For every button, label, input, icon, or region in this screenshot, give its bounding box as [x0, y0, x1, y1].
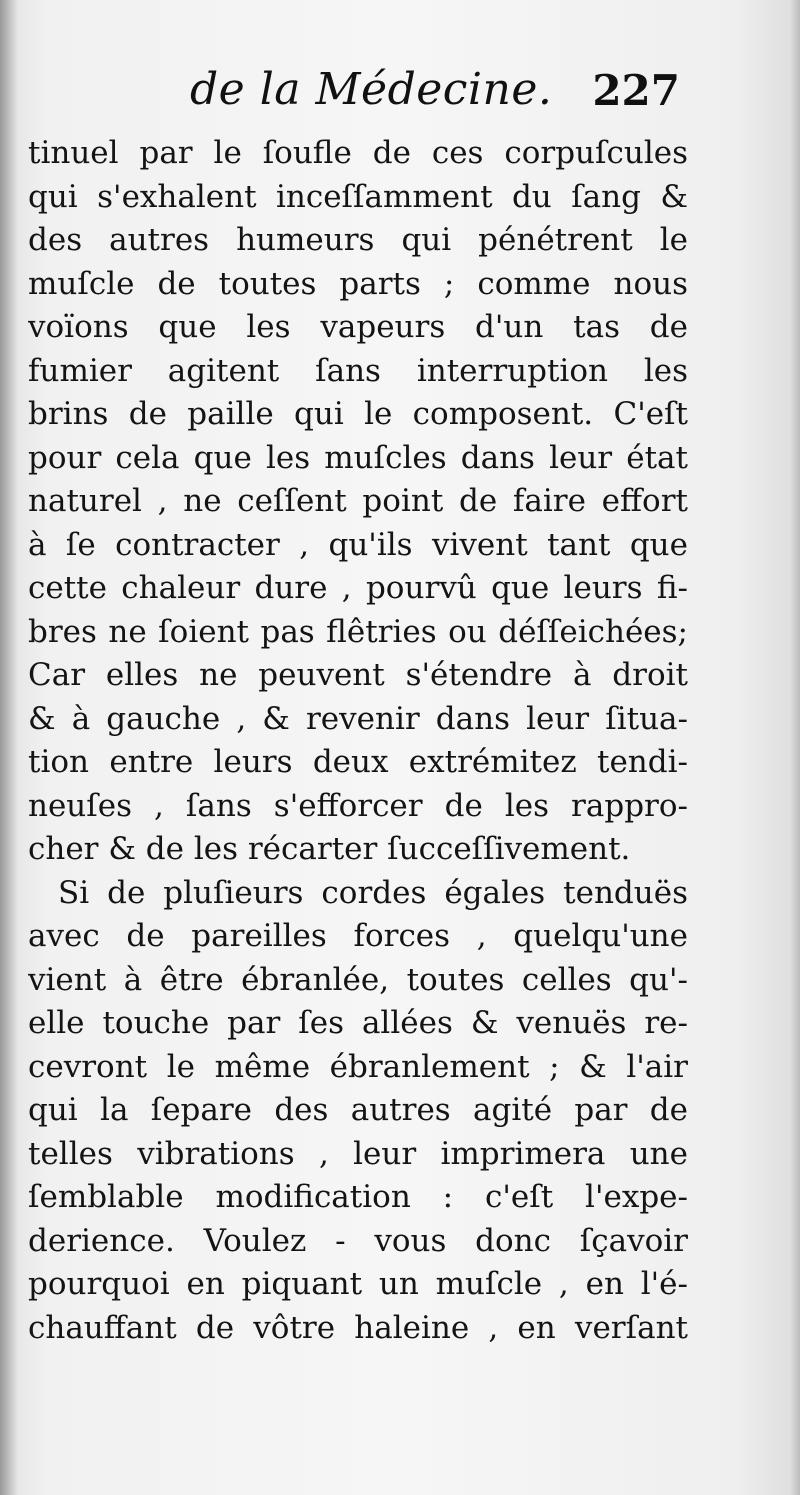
text-line: derience. Voulez - vous donc ſçavoir: [28, 1222, 688, 1259]
text-line: naturel , ne ceſſent point de faire effort: [28, 483, 688, 519]
text-line: chauffant de vôtre haleine , en verſant: [28, 1309, 688, 1346]
text-line: & à gauche , & revenir dans leur ſitua-: [28, 700, 688, 737]
text-line: telles vibrations , leur imprimera une: [28, 1135, 688, 1172]
paragraph-end-line: cher & de les récarter ſucceſſivement.: [28, 831, 631, 867]
page-number: 227: [592, 66, 680, 115]
running-title: de la Médecine.: [190, 64, 553, 115]
paragraph-start-line: Si de pluſieurs cordes égales tenduës: [58, 874, 688, 911]
text-line: neuſes , ſans s'efforcer de les rappro-: [28, 787, 688, 824]
text-line: elle touche par ſes allées & venuës re-: [28, 1005, 688, 1041]
body-text: [28, 132, 688, 1350]
text-line: à ſe contracter , qu'ils vivent tant que: [28, 526, 688, 563]
text-line: tinuel par le ſoufle de ces corpuſcules: [28, 135, 688, 171]
text-line: fumier agitent ſans interruption les: [28, 352, 688, 389]
text-line: pourquoi en piquant un muſcle , en l'é-: [28, 1266, 688, 1302]
text-line: tion entre leurs deux extrémitez tendi-: [28, 744, 688, 780]
text-line: ſemblable modification : c'eſt l'expe-: [28, 1179, 688, 1215]
running-head: [190, 64, 680, 124]
text-line: avec de pareilles forces , quelqu'une: [28, 918, 688, 954]
text-line: vient à être ébranlée, toutes celles qu'-: [28, 961, 688, 998]
text-line: voïons que les vapeurs d'un tas de: [28, 309, 688, 345]
text-line: des autres humeurs qui pénétrent le: [28, 222, 688, 258]
text-line: muſcle de toutes parts ; comme nous: [28, 265, 688, 302]
text-line: bres ne ſoient pas flêtries ou déſſeichées;: [28, 613, 688, 650]
gutter-shadow: [0, 0, 18, 1495]
text-line: Car elles ne peuvent s'étendre à droit: [28, 657, 688, 693]
page-edge: [790, 0, 800, 1495]
text-line: pour cela que les muſcles dans leur état: [28, 439, 688, 476]
text-line: cevront le même ébranlement ; & l'air: [28, 1048, 688, 1085]
text-line: qui s'exhalent inceſſamment du ſang &: [28, 178, 688, 215]
text-line: qui la ſepare des autres agité par de: [28, 1092, 688, 1128]
text-line: brins de paille qui le composent. C'eſt: [28, 396, 688, 432]
text-line: cette chaleur dure , pourvû que leurs fi-: [28, 570, 688, 606]
